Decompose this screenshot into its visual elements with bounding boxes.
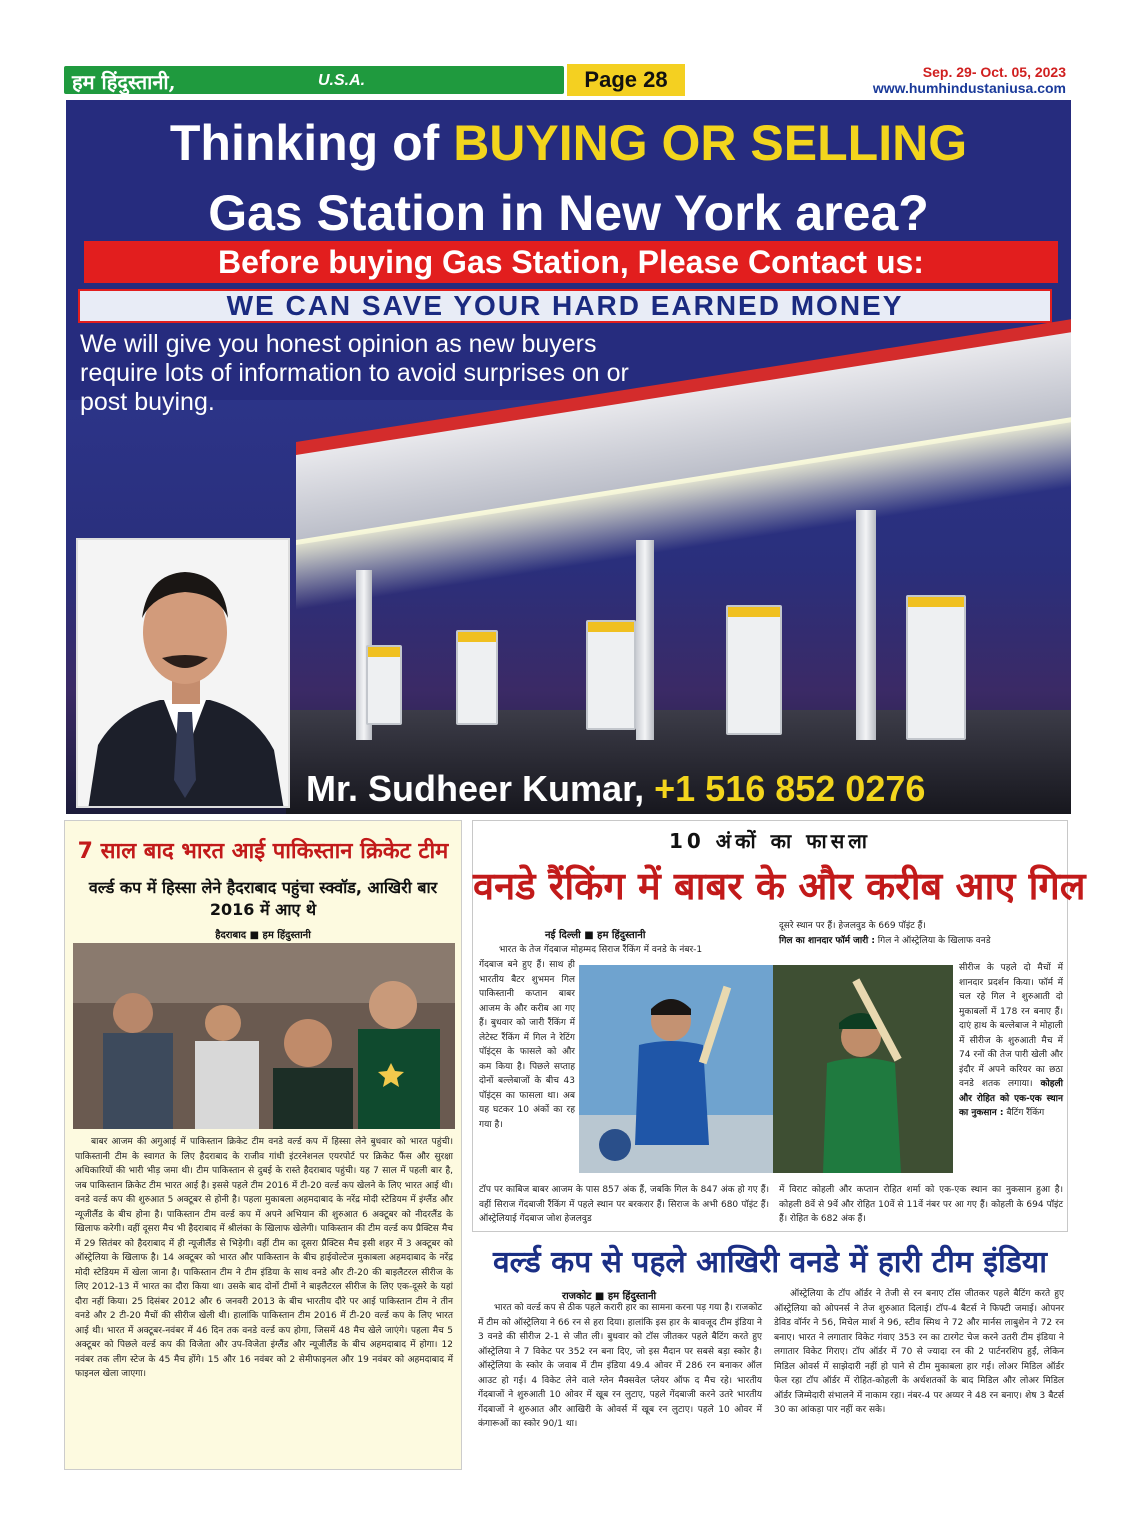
article-column-right-narrow: सीरीज के पहले दो मैचों में शानदार प्रदर्शन किया। फॉर्म में चल रहे गिल ने शुरुआती दो मुकाबलों में 178 रन बनाए हैं। दाएं हाथ के बल्लेबाज ने मोहाली में सीरीज के शुरुआती मैच में 74 रनों की तेज पारी खेली और इंदौर में अपने करियर का छठा वनडे शतक लगाया। कोहली और रोहित को एक-एक स्थान का नुकसान : बैटिंग रैंकिंग bbox=[959, 963, 1063, 1118]
pakistan-team-photo bbox=[73, 943, 455, 1129]
ad-contact-line bbox=[306, 768, 1066, 810]
ad-headline-1: Thinking of BUYING OR SELLING bbox=[169, 115, 968, 171]
ad-save-money-banner: WE CAN SAVE YOUR HARD EARNED MONEY bbox=[78, 289, 1052, 323]
article-headline: वर्ल्ड कप से पहले आखिरी वनडे में हारी टीम इंडिया bbox=[492, 1245, 1048, 1280]
article-dateline: हैदराबाद ■ हम हिंदुस्तानी bbox=[215, 930, 311, 941]
canopy-pillar bbox=[856, 510, 876, 740]
article-headline: वनडे रैंकिंग में बाबर के और करीब आए गिल bbox=[473, 864, 1086, 908]
article-column: गेंदबाज बने हुए हैं। साथ ही भारतीय बैटर शुभमन गिल पाकिस्तानी कप्तान बाबर आजम के और करीब आ गए हैं। बुधवार को जारी रैंकिंग में लेटेस्ट रैंकिंग में गिल ने रेटिंग पॉइंट्स के फासले को और कम किया है। पिछले सप्ताह दोनों बल्लेबाजों के बीच 43 पॉइंट्स का फासला था। अब यह घटकर 10 अंकों का रह गया है। bbox=[479, 960, 575, 1130]
article-india-loses-odi bbox=[472, 1240, 1068, 1472]
fuel-pump-icon bbox=[456, 630, 498, 725]
fuel-pump-icon bbox=[906, 595, 966, 740]
babar-azam-photo bbox=[773, 965, 953, 1173]
publication-region: U.S.A. bbox=[318, 72, 366, 89]
ad-headline-2: Gas Station in New York area? bbox=[208, 185, 929, 241]
ad-contact-banner: Before buying Gas Station, Please Contact us: bbox=[84, 241, 1058, 283]
fuel-pump-icon bbox=[586, 620, 636, 730]
website-link[interactable]: www.humhindustaniusa.com bbox=[872, 80, 1066, 96]
advertiser-portrait bbox=[76, 538, 290, 808]
article-dateline: नई दिल्ली ■ हम हिंदुस्तानी bbox=[545, 930, 646, 941]
article-column: भारत को वर्ल्ड कप से ठीक पहले करारी हार का सामना करना पड़ गया है। राजकोट में टीम को ऑस्ट्रेलिया ने 66 रन से हरा दिया। हालांकि इस हार के बावजूद टीम इंडिया ने 3 वनडे की सीरीज 2-1 से जीत ली। बुधवार को टॉस जीतकर पहले बैटिंग करते हुए ऑस्ट्रेलिया ने 7 विकेट पर 352 रन बना दिए, जो इस मैदान पर सबसे बड़ा स्कोर है। ऑस्ट्रेलिया के स्कोर के जवाब में टीम इंडिया 49.4 ओवर में 286 रन बनाकर ऑल आउट हो गई। 4 विकेट लेने वाले ग्लेन मैक्सवेल प्लेयर ऑफ द मैच रहे। भारतीय गेंदबाजों ने शुरुआती 10 ओवर में खूब रन लुटाए, पहले गेंदबाजी करने उतरे भारतीय गेंदबाजों ने शुरुआत और आखिरी के ओवर्स में खूब रन लुटाए। पहले 10 ओवर में कंगारूओं का स्कोर 90/1 था। bbox=[478, 1303, 762, 1429]
contact-phone[interactable]: +1 516 852 0276 bbox=[654, 768, 926, 809]
batsman-photo-icon bbox=[579, 965, 773, 1173]
issue-date: Sep. 29- Oct. 05, 2023 bbox=[922, 64, 1066, 80]
fuel-pump-icon bbox=[726, 605, 782, 735]
article-column-right: दूसरे स्थान पर हैं। हेजलवुड के 669 पॉइंट हैं। गिल का शानदार फॉर्म जारी : गिल ने ऑस्ट्रेलिया के खिलाफ वनडे bbox=[779, 921, 991, 946]
article-odi-rankings: 10 अंकों का फासला वनडे रैंकिंग में बाबर के और करीब आए गिल नई दिल्ली ■ हम हिंदुस्तानी भारत के तेज गेंदबाज मोहम्मद सिराज रैंकिंग में वनडे के नंबर-1 गेंदबाज बने हुए हैं। साथ ही भारतीय बैटर शुभमन गिल पाकिस्तानी कप्तान बाबर आजम के और करीब आ गए हैं। बुधवार को जारी रैंकिंग में लेटेस्ट रैंकिंग में गिल ने रेटिंग पॉइंट्स के फासले को और कम किया है। पिछले सप्ताह दोनों बल्लेबाजों के बीच 43 पॉइंट्स का फासला था। अब यह घटकर 10 अंकों का रह गया है। दूसरे स्थान पर हैं। हेजलवुड के 669 पॉइंट हैं। गिल का शानदार फॉर्म जारी : गिल ने ऑस्ट्रेलिया के खिलाफ वनडे सीरीज के पहले दो मैचों में शानदार प्रदर्शन किया। फॉर्म में चल रहे गिल ने शुरुआती दो मुकाबलों में 178 रन बनाए हैं। दाएं हाथ के बल्लेबाज ने मोहाली में सीरीज के शुरुआती मैच में 74 रनों की तेज पारी खेली और इंदौर में अपने करियर का छठा वनडे शतक लगाया। कोहली और रोहित को एक-एक स्थान का नुकसान : बैटिंग रैंकिंग टॉप पर काबिज बाबर आजम के पास 857 अंक हैं, जबकि गिल के 847 अंक हो गए हैं। वहीं सिराज गेंदबाजी रैंकिंग में पहले स्थान पर बरकरार हैं। सिराज के अभी 680 पॉइंट हैं। ऑस्ट्रेलियाई गेंदबाज जोश हेजलवुड में विराट कोहली और कप्तान रोहित शर्मा को एक-एक स्थान का नुकसान हुआ है। कोहली 8वें से 9वें और रोहित 10वें से 11वें नंबर पर आ गए हैं। कोहली के 694 पॉइंट हैं। रोहित के 682 अंक हैं। bbox=[472, 820, 1068, 1232]
ad-body-text: We will give you honest opinion as new buyers require lots of information to avoid surprises on or post buying. bbox=[80, 330, 629, 416]
page-number: Page 28 bbox=[567, 64, 685, 96]
batsman-photo-icon bbox=[773, 965, 953, 1173]
person-photo-icon bbox=[78, 540, 290, 808]
article-subheadline: वर्ल्ड कप में हिस्सा लेने हैदराबाद पहुंचा स्क्वॉड, आखिरी बार 2016 में आए थे bbox=[88, 878, 438, 919]
article-kicker: 10 अंकों का फासला bbox=[669, 829, 871, 853]
canopy-pillar bbox=[636, 540, 654, 740]
article-pakistan-team-arrives bbox=[64, 820, 462, 1470]
gas-station-advertisement bbox=[66, 100, 1071, 814]
article-body: बाबर आजम की अगुआई में पाकिस्तान क्रिकेट टीम वनडे वर्ल्ड कप में हिस्सा लेने बुधवार को भारत पहुंची। पाकिस्तानी टीम के स्वागत के लिए हैदराबाद के राजीव गांधी इंटरनेशनल एयरपोर्ट पर क्रिकेट फैंस और सुरक्षा अधिकारियों की भारी भीड़ जमा थी। टीम पाकिस्तान से दुबई के रास्ते हैदराबाद पहुंची। यह 7 साल में पहली बार है, जब पाकिस्तान क्रिकेट टीम भारत आई है। इससे पहले टीम 2016 में टी-20 वर्ल्ड कप खेलने के लिए भारत आई थी। वनडे वर्ल्ड कप की शुरुआत 5 अक्टूबर से होनी है। पहला मुकाबला अहमदाबाद के नरेंद्र मोदी स्टेडियम में इंग्लैंड और न्यूजीलैंड के बीच होना है। पाकिस्तान टीम वर्ल्ड कप में अपने अभियान की शुरुआत 6 अक्टूबर को नीदरलैंड के खिलाफ करेगी। वहीं दूसरा मैच भी हैदराबाद में श्रीलंका के खिलाफ खेलेगी। पाकिस्तान की टीम वर्ल्ड कप प्रैक्टिस मैच में 29 सितंबर को हैदराबाद में ही न्यूजीलैंड से भिड़ेगी। वहीं टीम का दूसरा प्रैक्टिस मैच इसी शहर में 3 अक्टूबर को ऑस्ट्रेलिया के खिलाफ है। 14 अक्टूबर को भारत और पाकिस्तान के बीच हाईवोल्टेज मुकाबला अहमदाबाद के नरेंद्र मोदी स्टेडियम में खेला जाना है। पाकिस्तान टीम ने टीम इंडिया के साथ वनडे और टी-20 की बाइलैटरल सीरीज के लिए 2012-13 में भारत का दौरा किया था। उसके बाद दोनों टीमों ने बाइलैटरल सीरीज के लिए एक-दूसरे के यहां दौरा नहीं किया। 25 दिसंबर 2012 और 6 जनवरी 2013 के बीच भारतीय दौरे पर आई पाकिस्तान टीम ने तीन वनडे और 2 टी-20 मैचों की सीरीज खेली थी। हालांकि पाकिस्तान टीम 2016 में टी-20 वर्ल्ड कप के लिए भारत आई थी। भारत में अक्टूबर-नवंबर में 46 दिन तक वनडे वर्ल्ड कप होगा, जिसमें 48 मैच खेले जाएंगे। पहला मैच 5 अक्टूबर को पिछले वर्ल्ड कप की विजेता और उप-विजेता इंग्लैंड और न्यूजीलैंड के बीच अहमदाबाद में होगा। 12 नवंबर तक लीग स्टेज के 45 मैच होंगे। 15 और 16 नवंबर को 2 सेमीफाइनल और 19 नवंबर को अहमदाबाद में फाइनल खेला जाएगा। bbox=[75, 1137, 453, 1379]
team-airport-photo-icon bbox=[73, 943, 455, 1129]
shubman-gill-photo bbox=[579, 965, 773, 1173]
masthead bbox=[64, 64, 1072, 98]
article-headline: 7 साल बाद भारत आई पाकिस्तान क्रिकेट टीम bbox=[77, 839, 449, 864]
fuel-pump-icon bbox=[366, 645, 402, 725]
article-column: ऑस्ट्रेलिया के टॉप ऑर्डर ने तेजी से रन बनाए टॉस जीतकर पहले बैटिंग करते हुए ऑस्ट्रेलिया को ओपनर्स ने तेज शुरुआत दिलाई। टॉप-4 बैटर्स ने फिफ्टी जमाई। ओपनर डेविड वॉर्नर ने 56, मिचेल मार्श ने 96, स्टीव स्मिथ ने 72 और मार्नस लाबुशेन ने 72 रन बनाए। भारत ने लगातार विकेट गंवाए 353 रन का टारगेट चेज करने उतरी टीम इंडिया ने लगातार विकेट गिराए। टॉप ऑर्डर में 70 से ज्यादा रन की 2 पार्टनरशिप हुईं, लेकिन मिडिल ओवर्स में साझेदारी नहीं हो पाने से टीम मुकाबला हार गई। लोअर मिडिल ऑर्डर फेल रहा टॉप ऑर्डर में रोहित-कोहली के अर्धशतकों के बाद मिडिल और लोअर मिडिल ऑर्डर जिम्मेदारी संभालने में नाकाम रहा। नंबर-4 पर अय्यर ने 48 रन बनाए। शेष 3 बैटर्स 30 का आंकड़ा पार नहीं कर सके। bbox=[774, 1289, 1064, 1415]
publication-name: हम हिंदुस्तानी, bbox=[72, 70, 176, 94]
article-lead: भारत के तेज गेंदबाज मोहम्मद सिराज रैंकिंग में वनडे के नंबर-1 bbox=[499, 945, 703, 955]
contact-name: Mr. Sudheer Kumar, bbox=[306, 768, 645, 809]
article-dateline: राजकोट ■ हम हिंदुस्तानी bbox=[562, 1291, 657, 1302]
